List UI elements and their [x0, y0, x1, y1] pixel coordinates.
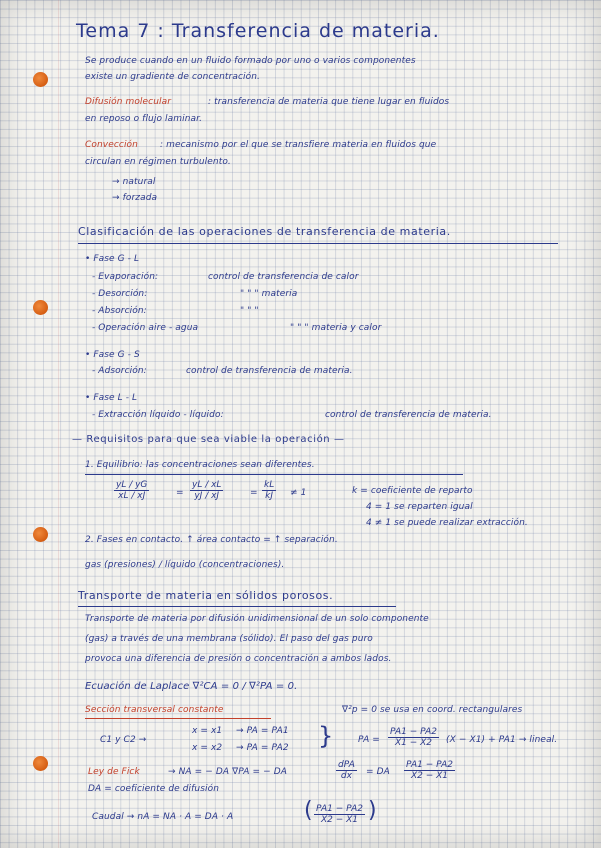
fase-gl-row-4-op: - Operación aire - agua	[92, 323, 199, 333]
requisito-2: 2. Fases en contacto. ↑ área contacto = ↑ separación.	[85, 535, 338, 545]
fase-gl-row-1-op: - Evaporación:	[92, 272, 159, 282]
brace-icon: }	[318, 722, 334, 750]
cond-x2: x = x2	[192, 743, 223, 753]
note-extraccion: 4 ≠ 1 se puede realizar extracción.	[366, 518, 528, 528]
gas-liquido-note: gas (presiones) / líquido (concentraciones).	[85, 560, 285, 570]
cond-pa1: → PA = PA1	[236, 726, 289, 736]
difusion-label: Difusión molecular	[85, 97, 172, 107]
c1c2-label: C1 y C2 →	[100, 735, 147, 745]
intro-line-2: existe un gradiente de concentración.	[85, 72, 260, 82]
punch-hole	[33, 756, 48, 771]
laplace-equation: Ecuación de Laplace ∇²CA = 0 / ∇²PA = 0.	[85, 681, 298, 692]
page-title: Tema 7 : Transferencia de materia.	[76, 20, 440, 42]
fraction-y-ratio: $\frac{yL / yG}{xL / xJ}$	[116, 480, 148, 501]
fick-derivative: dPA dx	[338, 760, 355, 781]
solidos-text-1: Transporte de materia por difusión unidimensional de un solo componente	[85, 614, 429, 624]
solidos-underline	[78, 606, 396, 607]
fase-gl-row-2-op: - Desorción:	[92, 289, 148, 299]
conveccion-text-2: circulan en régimen turbulento.	[85, 157, 231, 167]
conveccion-text-1: : mecanismo por el que se transfiere materia en fluidos que	[160, 140, 437, 150]
fase-gl-label: • Fase G - L	[85, 254, 140, 264]
right-paren: )	[368, 798, 377, 823]
fase-ll-label: • Fase L - L	[85, 393, 138, 403]
fick-da-definition: DA = coeficiente de difusión	[88, 784, 220, 794]
conveccion-type-natural: → natural	[112, 177, 156, 187]
punch-hole	[33, 72, 48, 87]
fick-equation: → NA = − DA ∇PA = − DA	[168, 767, 288, 777]
requisito-1-underline	[85, 474, 463, 475]
fraction-phase-ratio: $\frac{yL / xL}{yJ / xJ}$	[192, 480, 222, 501]
fick-label: Ley de Fick	[88, 767, 140, 777]
solidos-text-2: (gas) a través de una membrana (sólido). El paso del gas puro	[85, 634, 373, 644]
seccion-text: ∇²p = 0 se usa en coord. rectangulares	[342, 705, 523, 715]
fase-gl-row-1-control: control de transferencia de calor	[208, 272, 359, 282]
not-equal-one: ≠ 1	[290, 488, 307, 498]
fase-gl-row-2-control: " " " materia	[240, 289, 298, 299]
fase-ll-control: control de transferencia de materia.	[325, 410, 492, 420]
equals-sign: =	[176, 488, 184, 498]
fick-fraction: $\frac{PA1 - PA2}{X2 - X1}$	[406, 760, 453, 781]
seccion-underline	[85, 718, 271, 719]
cond-x1: x = x1	[192, 726, 223, 736]
fraction-k-ratio: $\frac{kL}{kJ}$	[264, 480, 275, 501]
seccion-label: Sección transversal constante	[85, 705, 224, 715]
caudal-equation: Caudal → nA = NA · A = DA · A	[92, 812, 234, 822]
requisitos-title: — Requisitos para que sea viable la operación —	[72, 434, 345, 445]
punch-hole	[33, 300, 48, 315]
fase-gs-control: control de transferencia de materia.	[186, 366, 353, 376]
pa-equation-label: PA =	[358, 735, 380, 745]
note-coeficiente: k = coeficiente de reparto	[352, 486, 473, 496]
fase-gl-row-3-control: " " "	[240, 306, 259, 316]
fick-equals-da: = DA	[366, 767, 390, 777]
clasificacion-title: Clasificación de las operaciones de transferencia de materia.	[78, 225, 451, 238]
pa-equation-tail: (X − X1) + PA1 → lineal.	[446, 735, 558, 745]
difusion-text-2: en reposo o flujo laminar.	[85, 114, 203, 124]
conveccion-label: Convección	[85, 140, 138, 150]
intro-line-1: Se produce cuando en un fluido formado por uno o varios componentes	[85, 56, 416, 66]
solidos-text-3: provoca una diferencia de presión o concentración a ambos lados.	[85, 654, 392, 664]
solidos-title: Transporte de materia en sólidos porosos.	[78, 589, 334, 602]
pa-gradient-fraction: $\frac{PA1 - PA2}{X1 - X2}$	[390, 727, 437, 748]
note-igual: 4 = 1 se reparten igual	[366, 502, 473, 512]
equals-sign: =	[250, 488, 258, 498]
fase-gs-label: • Fase G - S	[85, 350, 140, 360]
caudal-fraction: $\frac{PA1 - PA2}{X2 - X1}$	[316, 804, 363, 825]
title-underline	[78, 243, 558, 244]
margin-line	[58, 0, 59, 848]
conveccion-type-forzada: → forzada	[112, 193, 158, 203]
requisito-1: 1. Equilibrio: las concentraciones sean diferentes.	[85, 460, 315, 470]
fase-ll-op: - Extracción líquido - líquido:	[92, 410, 224, 420]
difusion-text-1: : transferencia de materia que tiene lugar en fluidos	[208, 97, 450, 107]
left-paren: (	[304, 798, 313, 823]
fase-gs-op: - Adsorción:	[92, 366, 147, 376]
fase-gl-row-3-op: - Absorción:	[92, 306, 147, 316]
cond-pa2: → PA = PA2	[236, 743, 289, 753]
fase-gl-row-4-control: " " " materia y calor	[290, 323, 382, 333]
punch-hole	[33, 527, 48, 542]
